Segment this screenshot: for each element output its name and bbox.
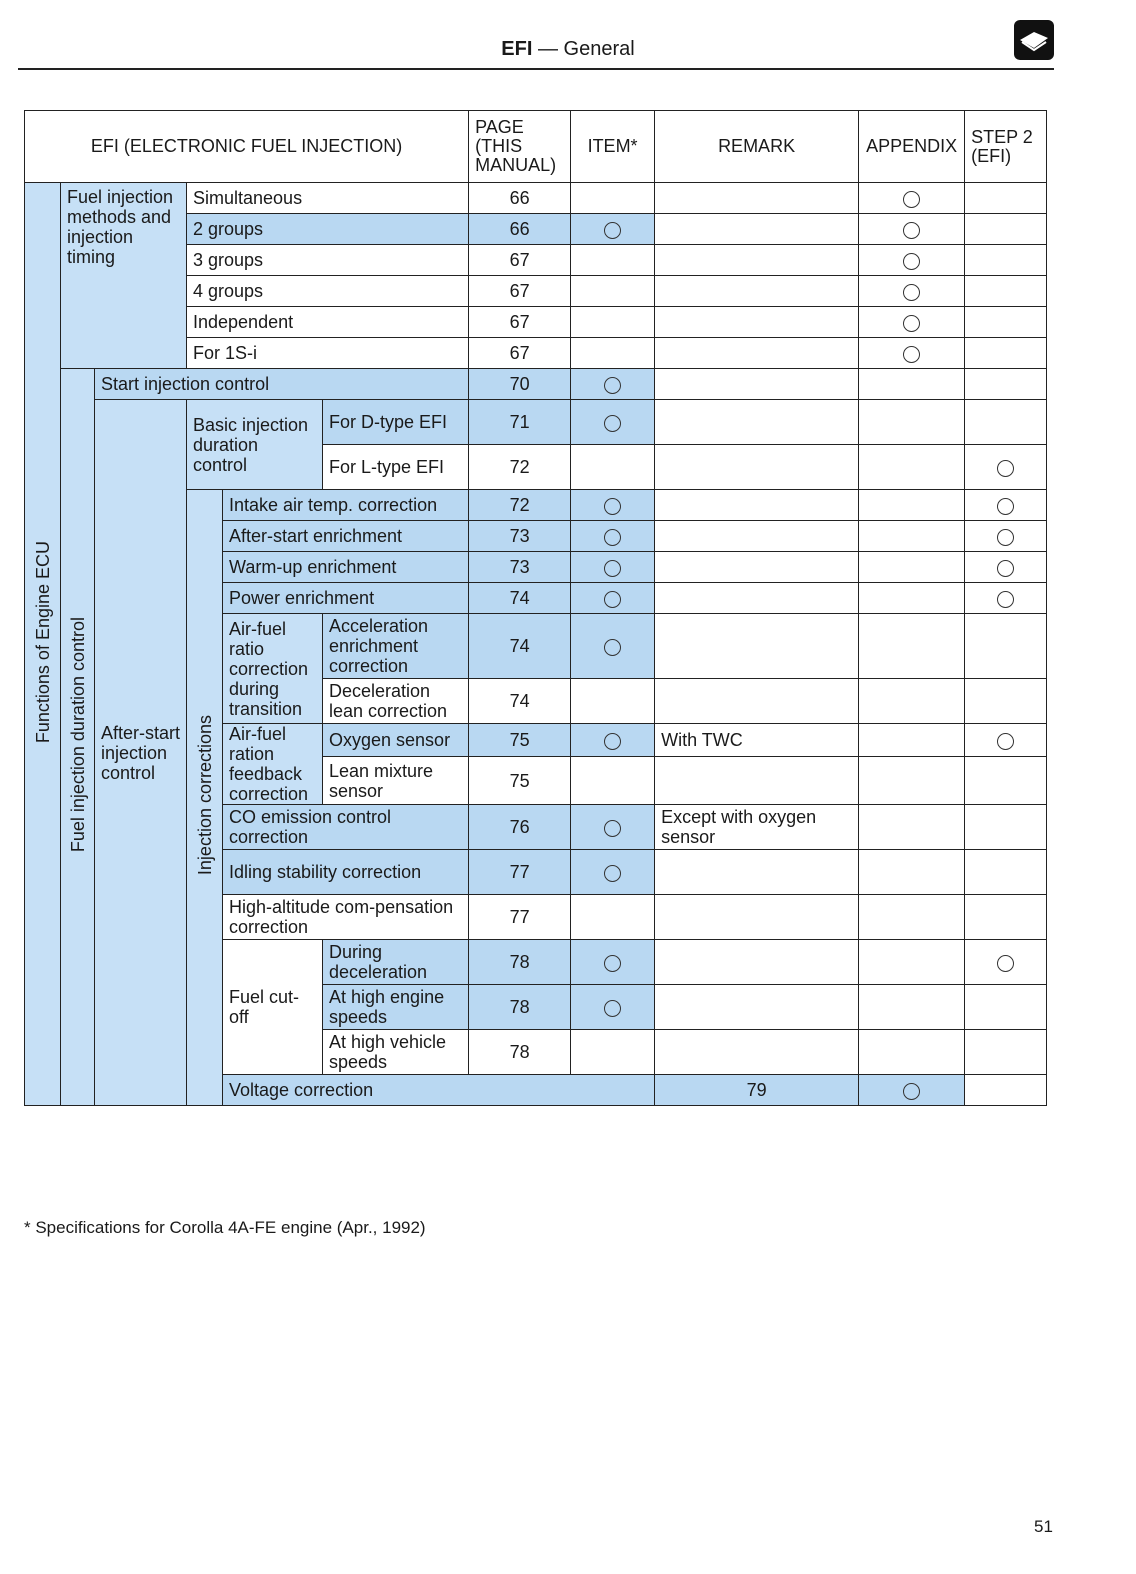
page-number-cell: 75 — [469, 757, 571, 805]
appendix-mark — [859, 307, 965, 338]
circle-mark-icon — [604, 865, 621, 882]
item-mark — [571, 400, 655, 445]
efi-table — [24, 110, 1047, 1106]
row-label: Voltage correction — [223, 1075, 655, 1106]
circle-mark-icon — [997, 460, 1014, 477]
step2-mark — [965, 490, 1047, 521]
circle-mark-icon — [903, 1083, 920, 1100]
circle-mark-icon — [604, 591, 621, 608]
group-duration-control: Fuel injection duration control — [61, 369, 95, 1106]
circle-mark-icon — [903, 315, 920, 332]
circle-mark-icon — [903, 284, 920, 301]
group-fuel-methods: Fuel injection methods and injection timing — [61, 183, 187, 369]
step2-mark — [965, 521, 1047, 552]
circle-mark-icon — [604, 377, 621, 394]
item-mark — [571, 985, 655, 1030]
page-number-cell: 77 — [469, 850, 571, 895]
appendix-mark — [859, 245, 965, 276]
group-af-feedback: Air-fuel ration feedback correction — [223, 724, 323, 805]
row-label: High-altitude com-pensation correction — [223, 895, 469, 940]
item-mark — [859, 1075, 965, 1106]
group-functions: Functions of Engine ECU — [25, 183, 61, 1106]
item-mark — [571, 805, 655, 850]
appendix-mark — [859, 338, 965, 369]
footnote: * Specifications for Corolla 4A-FE engine (Apr., 1992) — [24, 1218, 426, 1237]
row-label: For D-type EFI — [323, 400, 469, 445]
item-mark — [571, 850, 655, 895]
page-number-cell: 73 — [469, 552, 571, 583]
page-number-cell: 74 — [469, 614, 571, 679]
page-title: EFI — General — [501, 38, 635, 60]
group-basic-duration: Basic injection duration control — [187, 400, 323, 490]
step2-mark — [965, 552, 1047, 583]
row-label: For L-type EFI — [323, 445, 469, 490]
page-number-cell: 66 — [469, 214, 571, 245]
circle-mark-icon — [604, 498, 621, 515]
item-mark — [571, 583, 655, 614]
row-label: CO emission control correction — [223, 805, 469, 850]
row-label: 3 groups — [187, 245, 469, 276]
circle-mark-icon — [604, 955, 621, 972]
item-mark — [571, 214, 655, 245]
col-header-step2: STEP 2 (EFI) — [965, 111, 1047, 183]
circle-mark-icon — [604, 529, 621, 546]
row-label: Deceleration lean correction — [323, 679, 469, 724]
page-number-cell: 72 — [469, 445, 571, 490]
row-label: After-start enrichment — [223, 521, 469, 552]
page-number-cell: 70 — [469, 369, 571, 400]
page-number-cell: 67 — [469, 338, 571, 369]
row-label: Power enrichment — [223, 583, 469, 614]
row-label: Independent — [187, 307, 469, 338]
circle-mark-icon — [604, 820, 621, 837]
group-fuel-cutoff: Fuel cut-off — [223, 940, 323, 1075]
circle-mark-icon — [997, 529, 1014, 546]
circle-mark-icon — [997, 733, 1014, 750]
page-number-cell: 66 — [469, 183, 571, 214]
page-number-cell: 67 — [469, 307, 571, 338]
col-header-page: PAGE (THIS MANUAL) — [469, 111, 571, 183]
row-label: Start injection control — [95, 369, 469, 400]
circle-mark-icon — [997, 498, 1014, 515]
appendix-mark — [859, 183, 965, 214]
page-number-cell: 79 — [655, 1075, 859, 1106]
step2-mark — [965, 445, 1047, 490]
circle-mark-icon — [604, 639, 621, 656]
page-number-cell: 78 — [469, 985, 571, 1030]
header-rule — [18, 68, 1054, 70]
circle-mark-icon — [997, 955, 1014, 972]
circle-mark-icon — [604, 733, 621, 750]
row-label: At high engine speeds — [323, 985, 469, 1030]
book-icon — [1014, 20, 1054, 60]
page-number-cell: 73 — [469, 521, 571, 552]
col-header-remark: REMARK — [655, 111, 859, 183]
item-mark — [571, 521, 655, 552]
circle-mark-icon — [997, 560, 1014, 577]
page-number-cell: 67 — [469, 276, 571, 307]
col-header-item: ITEM* — [571, 111, 655, 183]
row-label: Oxygen sensor — [323, 724, 469, 757]
circle-mark-icon — [604, 560, 621, 577]
row-label: Intake air temp. correction — [223, 490, 469, 521]
circle-mark-icon — [604, 1000, 621, 1017]
row-label: 2 groups — [187, 214, 469, 245]
row-label: Idling stability correction — [223, 850, 469, 895]
col-header-efi: EFI (ELECTRONIC FUEL INJECTION) — [25, 111, 469, 183]
group-after-start: After-start injection control — [95, 400, 187, 1106]
page-number-cell: 78 — [469, 1030, 571, 1075]
row-label: Warm-up enrichment — [223, 552, 469, 583]
remark-cell: With TWC — [655, 724, 859, 757]
page-number-cell: 71 — [469, 400, 571, 445]
circle-mark-icon — [903, 222, 920, 239]
circle-mark-icon — [604, 222, 621, 239]
row-label: At high vehicle speeds — [323, 1030, 469, 1075]
item-mark — [571, 724, 655, 757]
step2-mark — [965, 583, 1047, 614]
page-number-cell: 74 — [469, 679, 571, 724]
page-number-cell: 67 — [469, 245, 571, 276]
item-mark — [571, 552, 655, 583]
page-number-cell: 75 — [469, 724, 571, 757]
item-mark — [571, 490, 655, 521]
page-number-cell: 78 — [469, 940, 571, 985]
circle-mark-icon — [903, 253, 920, 270]
circle-mark-icon — [903, 191, 920, 208]
row-label: During deceleration — [323, 940, 469, 985]
group-injection-corrections: Injection corrections — [187, 490, 223, 1106]
appendix-mark — [859, 214, 965, 245]
circle-mark-icon — [903, 346, 920, 363]
page-number-cell: 72 — [469, 490, 571, 521]
circle-mark-icon — [604, 415, 621, 432]
group-af-transition: Air-fuel ratio correction during transition — [223, 614, 323, 724]
item-mark — [571, 369, 655, 400]
step2-mark — [965, 940, 1047, 985]
page-number: 51 — [1034, 1517, 1053, 1536]
item-mark — [571, 940, 655, 985]
row-label: Simultaneous — [187, 183, 469, 214]
appendix-mark — [859, 276, 965, 307]
page-number-cell: 77 — [469, 895, 571, 940]
page-number-cell: 74 — [469, 583, 571, 614]
row-label: 4 groups — [187, 276, 469, 307]
step2-mark — [965, 724, 1047, 757]
circle-mark-icon — [997, 591, 1014, 608]
row-label: Lean mixture sensor — [323, 757, 469, 805]
col-header-appendix: APPENDIX — [859, 111, 965, 183]
page-number-cell: 76 — [469, 805, 571, 850]
row-label: Acceleration enrichment correction — [323, 614, 469, 679]
item-mark — [571, 614, 655, 679]
remark-cell: Except with oxygen sensor — [655, 805, 859, 850]
row-label: For 1S-i — [187, 338, 469, 369]
